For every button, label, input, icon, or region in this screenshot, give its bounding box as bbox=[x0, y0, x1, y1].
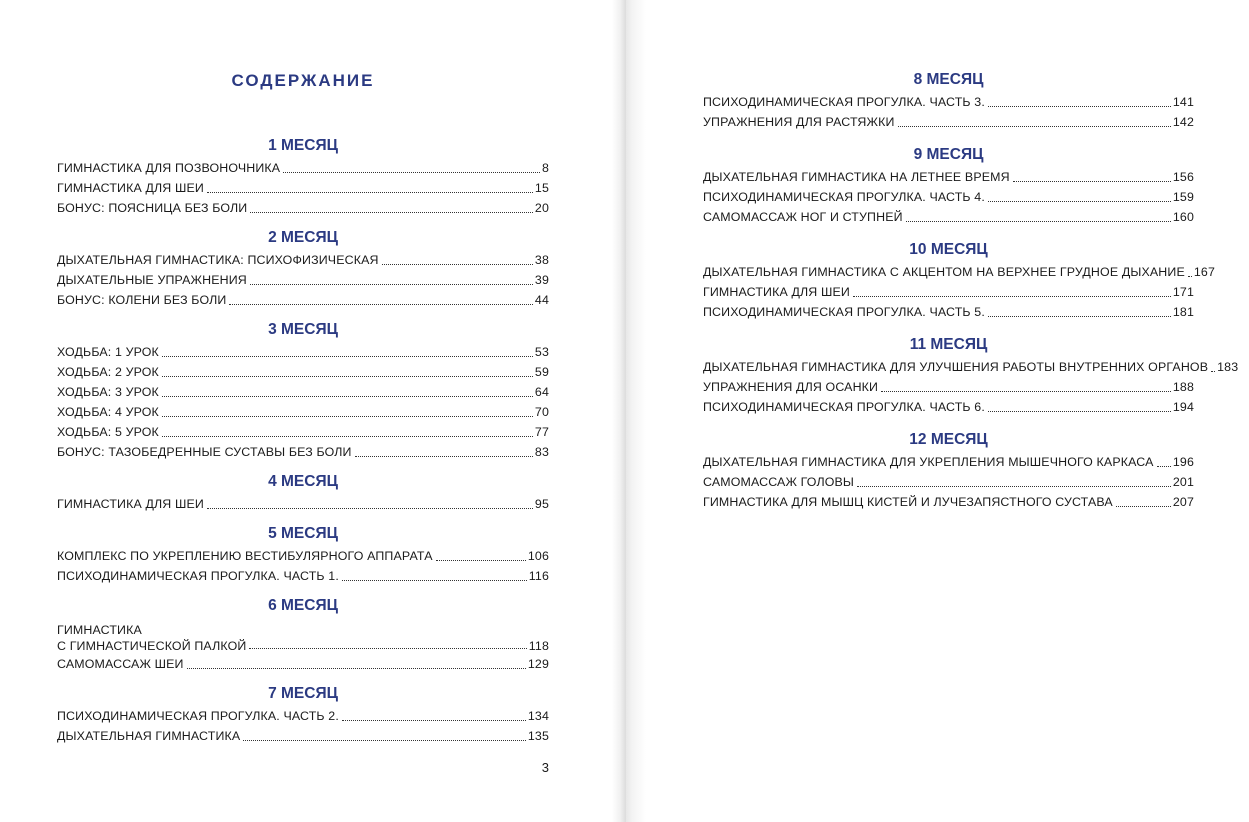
toc-month-section bbox=[57, 682, 549, 746]
toc-entry[interactable] bbox=[57, 546, 549, 566]
toc-entry-label: ДЫХАТЕЛЬНАЯ ГИМНАСТИКА bbox=[57, 729, 241, 743]
toc-right-column bbox=[703, 68, 1239, 512]
dot-leader bbox=[243, 740, 526, 741]
toc-title: СОДЕРЖАНИЕ bbox=[231, 71, 375, 90]
toc-entry[interactable] bbox=[703, 302, 1194, 322]
toc-entry-label: ГИМНАСТИКА ДЛЯ ПОЗВОНОЧНИКА bbox=[57, 161, 281, 175]
toc-entry-label: ДЫХАТЕЛЬНАЯ ГИМНАСТИКА ДЛЯ УКРЕПЛЕНИЯ МЫШЕЧНОГО КАРКАСА bbox=[703, 455, 1154, 469]
toc-entry[interactable] bbox=[57, 178, 549, 198]
month-heading: 8 МЕСЯЦ bbox=[913, 71, 984, 88]
section-gap bbox=[57, 586, 549, 594]
toc-entry-label: ПСИХОДИНАМИЧЕСКАЯ ПРОГУЛКА. ЧАСТЬ 5. bbox=[703, 305, 985, 319]
toc-entry[interactable] bbox=[57, 198, 549, 218]
toc-entry-page: 167 bbox=[1193, 265, 1216, 279]
toc-entry-page: 160 bbox=[1172, 210, 1194, 224]
toc-entry[interactable] bbox=[57, 654, 549, 674]
book-gutter bbox=[612, 0, 626, 822]
dot-leader bbox=[853, 296, 1171, 297]
toc-entry-label: КОМПЛЕКС ПО УКРЕПЛЕНИЮ ВЕСТИБУЛЯРНОГО АППАРАТА bbox=[57, 549, 433, 563]
toc-entry-label: ХОДЬБА: 3 УРОК bbox=[57, 385, 159, 399]
dot-leader bbox=[342, 580, 527, 581]
dot-leader bbox=[207, 508, 533, 509]
toc-entry-page: 183 bbox=[1217, 360, 1239, 374]
toc-entry-label: ГИМНАСТИКА ДЛЯ ШЕИ bbox=[57, 497, 204, 511]
toc-entry[interactable] bbox=[703, 452, 1194, 472]
month-heading: 11 МЕСЯЦ bbox=[909, 336, 988, 353]
toc-entry-label: ДЫХАТЕЛЬНАЯ ГИМНАСТИКА ДЛЯ УЛУЧШЕНИЯ РАБОТЫ ВНУТРЕННИХ ОРГАНОВ bbox=[703, 360, 1209, 374]
toc-entry-label: ГИМНАСТИКА ДЛЯ МЫШЦ КИСТЕЙ И ЛУЧЕЗАПЯСТНОГО СУСТАВА bbox=[703, 495, 1113, 509]
toc-entry[interactable] bbox=[703, 112, 1194, 132]
dot-leader bbox=[1116, 506, 1171, 507]
toc-entry-label: ПСИХОДИНАМИЧЕСКАЯ ПРОГУЛКА. ЧАСТЬ 6. bbox=[703, 400, 985, 414]
toc-entry-page: 194 bbox=[1172, 400, 1194, 414]
month-heading: 3 МЕСЯЦ bbox=[268, 321, 338, 338]
toc-entry[interactable] bbox=[57, 362, 549, 382]
dot-leader bbox=[382, 264, 533, 265]
month-heading: 12 МЕСЯЦ bbox=[909, 431, 988, 448]
toc-month-section bbox=[57, 522, 549, 586]
dot-leader bbox=[250, 212, 533, 213]
section-gap bbox=[57, 218, 549, 226]
toc-entry-label: ГИМНАСТИКА С ГИМНАСТИЧЕСКОЙ ПАЛКОЙ bbox=[57, 623, 247, 653]
toc-entry-label: БОНУС: КОЛЕНИ БЕЗ БОЛИ bbox=[57, 293, 227, 307]
month-heading: 9 МЕСЯЦ bbox=[913, 146, 984, 163]
toc-entry[interactable] bbox=[57, 618, 549, 654]
toc-entry[interactable] bbox=[703, 167, 1194, 187]
toc-left-column bbox=[57, 134, 549, 746]
toc-entry-label: ХОДЬБА: 1 УРОК bbox=[57, 345, 159, 359]
toc-entry[interactable] bbox=[703, 377, 1194, 397]
toc-entry[interactable] bbox=[57, 158, 549, 178]
month-heading: 2 МЕСЯЦ bbox=[268, 229, 338, 246]
page-number: 3 bbox=[541, 760, 549, 775]
toc-entry-page: 171 bbox=[1172, 285, 1194, 299]
toc-entry-label: БОНУС: ТАЗОБЕДРЕННЫЕ СУСТАВЫ БЕЗ БОЛИ bbox=[57, 445, 352, 459]
month-heading: 6 МЕСЯЦ bbox=[268, 597, 338, 614]
toc-entry-label: ДЫХАТЕЛЬНЫЕ УПРАЖНЕНИЯ bbox=[57, 273, 247, 287]
month-heading: 10 МЕСЯЦ bbox=[909, 241, 988, 258]
toc-entry-page: 201 bbox=[1172, 475, 1194, 489]
month-heading: 5 МЕСЯЦ bbox=[268, 525, 338, 542]
toc-entry-page: 20 bbox=[534, 201, 549, 215]
toc-entry-page: 39 bbox=[534, 273, 549, 287]
toc-entry-page: 15 bbox=[534, 181, 549, 195]
toc-entry[interactable] bbox=[703, 262, 1216, 282]
dot-leader bbox=[249, 648, 526, 649]
toc-entry-label: ДЫХАТЕЛЬНАЯ ГИМНАСТИКА НА ЛЕТНЕЕ ВРЕМЯ bbox=[703, 170, 1010, 184]
toc-month-section bbox=[703, 428, 1194, 512]
toc-month-section bbox=[703, 238, 1216, 322]
toc-entry-label: УПРАЖНЕНИЯ ДЛЯ РАСТЯЖКИ bbox=[703, 115, 895, 129]
dot-leader bbox=[162, 376, 533, 377]
toc-entry[interactable] bbox=[703, 357, 1239, 377]
toc-entry-page: 83 bbox=[534, 445, 549, 459]
toc-entry[interactable] bbox=[57, 726, 549, 746]
toc-entry-label: ГИМНАСТИКА ДЛЯ ШЕИ bbox=[57, 181, 204, 195]
toc-entry[interactable] bbox=[57, 566, 549, 586]
toc-entry-page: 134 bbox=[527, 709, 549, 723]
toc-entry-label: ДЫХАТЕЛЬНАЯ ГИМНАСТИКА: ПСИХОФИЗИЧЕСКАЯ bbox=[57, 253, 379, 267]
toc-entry-label: ХОДЬБА: 5 УРОК bbox=[57, 425, 159, 439]
toc-entry[interactable] bbox=[57, 422, 549, 442]
dot-leader bbox=[988, 106, 1171, 107]
toc-entry-label: ГИМНАСТИКА ДЛЯ ШЕИ bbox=[703, 285, 850, 299]
toc-entry[interactable] bbox=[57, 270, 549, 290]
toc-entry-label: САМОМАССАЖ ШЕИ bbox=[57, 657, 184, 671]
toc-entry-page: 38 bbox=[534, 253, 549, 267]
section-gap bbox=[703, 227, 1194, 238]
toc-entry-label: САМОМАССАЖ НОГ И СТУПНЕЙ bbox=[703, 210, 903, 224]
toc-entry-label: ПСИХОДИНАМИЧЕСКАЯ ПРОГУЛКА. ЧАСТЬ 2. bbox=[57, 709, 339, 723]
toc-entry-page: 196 bbox=[1172, 455, 1194, 469]
toc-entry[interactable] bbox=[57, 342, 549, 362]
toc-entry[interactable] bbox=[703, 397, 1194, 417]
dot-leader bbox=[187, 668, 526, 669]
dot-leader bbox=[436, 560, 526, 561]
dot-leader bbox=[207, 192, 533, 193]
toc-entry-page: 70 bbox=[534, 405, 549, 419]
month-heading: 4 МЕСЯЦ bbox=[268, 473, 338, 490]
dot-leader bbox=[988, 411, 1171, 412]
dot-leader bbox=[355, 456, 533, 457]
toc-entry-page: 159 bbox=[1172, 190, 1194, 204]
toc-month-section bbox=[57, 318, 549, 462]
toc-entry-page: 59 bbox=[534, 365, 549, 379]
dot-leader bbox=[906, 221, 1171, 222]
dot-leader bbox=[162, 436, 533, 437]
toc-entry-page: 129 bbox=[527, 657, 549, 671]
dot-leader bbox=[857, 486, 1171, 487]
toc-month-section bbox=[703, 143, 1194, 227]
toc-entry[interactable] bbox=[57, 494, 549, 514]
toc-entry-label: ХОДЬБА: 4 УРОК bbox=[57, 405, 159, 419]
dot-leader bbox=[162, 416, 533, 417]
toc-entry-page: 116 bbox=[528, 569, 549, 583]
section-gap bbox=[703, 322, 1194, 333]
toc-entry[interactable] bbox=[703, 187, 1194, 207]
toc-entry-page: 207 bbox=[1172, 495, 1194, 509]
toc-entry-page: 135 bbox=[527, 729, 549, 743]
dot-leader bbox=[229, 304, 532, 305]
toc-entry-label: ПСИХОДИНАМИЧЕСКАЯ ПРОГУЛКА. ЧАСТЬ 3. bbox=[703, 95, 985, 109]
toc-entry[interactable] bbox=[703, 282, 1194, 302]
toc-entry[interactable] bbox=[703, 492, 1194, 512]
section-gap bbox=[57, 310, 549, 318]
toc-entry-page: 141 bbox=[1172, 95, 1194, 109]
section-gap bbox=[703, 417, 1194, 428]
dot-leader bbox=[162, 356, 533, 357]
dot-leader bbox=[162, 396, 533, 397]
month-heading: 1 МЕСЯЦ bbox=[268, 137, 338, 154]
toc-entry-page: 44 bbox=[534, 293, 549, 307]
toc-entry-page: 188 bbox=[1172, 380, 1194, 394]
toc-entry-page: 64 bbox=[534, 385, 549, 399]
dot-leader bbox=[342, 720, 526, 721]
toc-entry-label: ХОДЬБА: 2 УРОК bbox=[57, 365, 159, 379]
toc-entry-page: 8 bbox=[541, 161, 549, 175]
toc-entry-page: 118 bbox=[528, 639, 549, 653]
toc-entry-page: 142 bbox=[1172, 115, 1194, 129]
section-gap bbox=[57, 514, 549, 522]
toc-entry[interactable] bbox=[57, 706, 549, 726]
dot-leader bbox=[250, 284, 533, 285]
toc-entry[interactable] bbox=[703, 92, 1194, 112]
toc-entry[interactable] bbox=[57, 250, 549, 270]
toc-entry-page: 156 bbox=[1172, 170, 1194, 184]
toc-month-section bbox=[57, 226, 549, 310]
toc-entry[interactable] bbox=[57, 442, 549, 462]
toc-entry-label: ДЫХАТЕЛЬНАЯ ГИМНАСТИКА С АКЦЕНТОМ НА ВЕРХНЕЕ ГРУДНОЕ ДЫХАНИЕ bbox=[703, 265, 1185, 279]
toc-entry-page: 77 bbox=[534, 425, 549, 439]
toc-month-section bbox=[703, 333, 1239, 417]
toc-entry[interactable] bbox=[703, 207, 1194, 227]
toc-month-section bbox=[703, 68, 1194, 132]
toc-month-section bbox=[57, 594, 549, 674]
section-gap bbox=[703, 132, 1194, 143]
dot-leader bbox=[1211, 371, 1215, 372]
dot-leader bbox=[898, 126, 1171, 127]
toc-entry-label: ПСИХОДИНАМИЧЕСКАЯ ПРОГУЛКА. ЧАСТЬ 1. bbox=[57, 569, 339, 583]
toc-entry-page: 95 bbox=[534, 497, 549, 511]
toc-entry[interactable] bbox=[57, 290, 549, 310]
toc-month-section bbox=[57, 470, 549, 514]
dot-leader bbox=[1188, 276, 1192, 277]
dot-leader bbox=[1157, 466, 1171, 467]
toc-entry-label: САМОМАССАЖ ГОЛОВЫ bbox=[703, 475, 855, 489]
dot-leader bbox=[1013, 181, 1171, 182]
toc-entry-label: ПСИХОДИНАМИЧЕСКАЯ ПРОГУЛКА. ЧАСТЬ 4. bbox=[703, 190, 985, 204]
toc-entry-page: 53 bbox=[534, 345, 549, 359]
toc-entry[interactable] bbox=[57, 402, 549, 422]
toc-entry-label: УПРАЖНЕНИЯ ДЛЯ ОСАНКИ bbox=[703, 380, 879, 394]
dot-leader bbox=[988, 316, 1171, 317]
month-heading: 7 МЕСЯЦ bbox=[268, 685, 338, 702]
toc-entry[interactable] bbox=[57, 382, 549, 402]
toc-entry[interactable] bbox=[703, 472, 1194, 492]
toc-entry-page: 106 bbox=[527, 549, 549, 563]
toc-entry-label: БОНУС: ПОЯСНИЦА БЕЗ БОЛИ bbox=[57, 201, 248, 215]
dot-leader bbox=[881, 391, 1171, 392]
section-gap bbox=[57, 462, 549, 470]
toc-month-section bbox=[57, 134, 549, 218]
dot-leader bbox=[283, 172, 540, 173]
section-gap bbox=[57, 674, 549, 682]
dot-leader bbox=[988, 201, 1171, 202]
toc-entry-page: 181 bbox=[1172, 305, 1194, 319]
